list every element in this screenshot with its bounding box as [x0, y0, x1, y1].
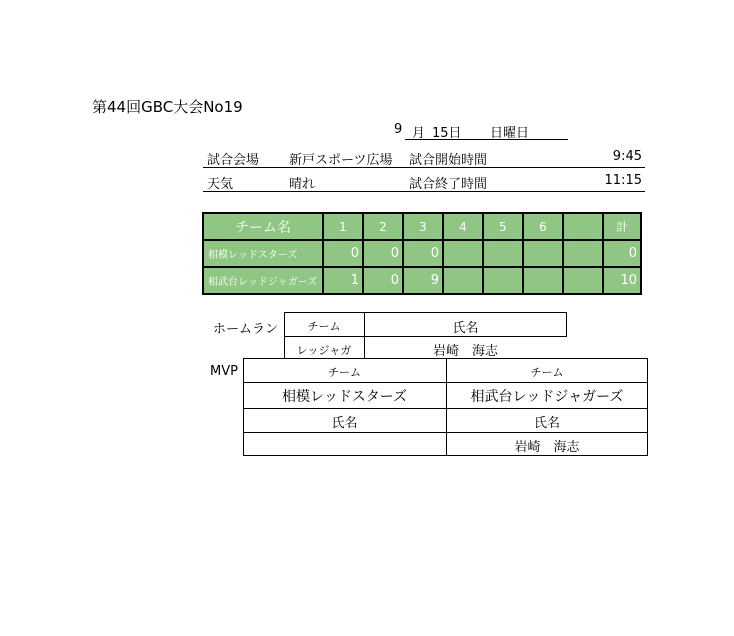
mvp-right-team: 相武台レッドジャガーズ	[470, 389, 624, 405]
scoreboard-table	[202, 212, 642, 295]
header-inning-6: 6	[523, 213, 563, 240]
mvp-left-team: 相模レッドスターズ	[281, 389, 408, 405]
score-total: 10	[603, 267, 641, 294]
mvp-right-name: 岩崎 海志	[514, 440, 580, 455]
date-underline	[405, 139, 568, 140]
weather-label: 天気	[207, 177, 234, 192]
score-cell	[443, 240, 483, 267]
row-team-name: 相模レッドスターズ	[203, 240, 323, 267]
mvp-left-team-header: チーム	[328, 366, 361, 379]
scoreboard-header-row	[203, 213, 641, 240]
score-cell	[523, 240, 563, 267]
header-total: 計	[603, 213, 641, 240]
info-divider-bottom	[203, 191, 645, 192]
date-month: 9	[394, 122, 403, 137]
start-time-label: 試合開始時間	[409, 153, 488, 168]
mvp-row-divider	[243, 432, 648, 433]
header-inning-7	[563, 213, 603, 240]
score-cell	[483, 267, 523, 294]
mvp-right-team-header: チーム	[530, 366, 564, 379]
table-row	[203, 240, 641, 267]
header-team-name: チーム名	[203, 213, 323, 240]
homerun-name: 岩崎 海志	[432, 344, 498, 359]
score-cell: 0	[363, 267, 403, 294]
row-team-name: 相武台レッドジャガーズ	[203, 267, 323, 294]
score-cell: 0	[323, 240, 363, 267]
header-inning-4: 4	[443, 213, 483, 240]
score-cell: 0	[403, 240, 443, 267]
header-inning-3: 3	[403, 213, 443, 240]
mvp-right-name-header: 氏名	[533, 416, 560, 431]
venue-label: 試合会場	[207, 153, 260, 168]
mvp-row-divider	[243, 382, 648, 383]
score-cell	[563, 240, 603, 267]
homerun-label: ホームラン	[213, 322, 279, 337]
score-cell	[523, 267, 563, 294]
score-cell: 0	[363, 240, 403, 267]
venue-value: 新戸スポーツ広場	[289, 153, 393, 168]
mvp-row-divider	[243, 408, 648, 409]
end-time-label: 試合終了時間	[409, 177, 488, 192]
weather-value: 晴れ	[289, 177, 316, 192]
header-inning-1: 1	[323, 213, 363, 240]
page-title: 第44回GBC大会No19	[92, 98, 243, 116]
score-cell	[563, 267, 603, 294]
score-cell: 9	[403, 267, 443, 294]
score-cell	[443, 267, 483, 294]
score-cell: 1	[323, 267, 363, 294]
mvp-label: MVP	[210, 364, 238, 379]
date-month-unit: 月	[412, 126, 426, 141]
mvp-left-name-header: 氏名	[331, 416, 358, 431]
score-cell	[483, 240, 523, 267]
header-inning-2: 2	[363, 213, 403, 240]
homerun-team: レッジャガ	[296, 344, 352, 357]
start-time-value: 9:45	[612, 149, 642, 164]
header-inning-5: 5	[483, 213, 523, 240]
score-total: 0	[603, 240, 641, 267]
date-weekday: 日曜日	[490, 126, 530, 141]
date-day: 15日	[432, 126, 462, 141]
info-divider	[203, 167, 645, 168]
homerun-name-header: 氏名	[452, 321, 479, 336]
homerun-team-header: チーム	[307, 320, 341, 333]
table-row	[203, 267, 641, 294]
end-time-value: 11:15	[604, 173, 642, 188]
